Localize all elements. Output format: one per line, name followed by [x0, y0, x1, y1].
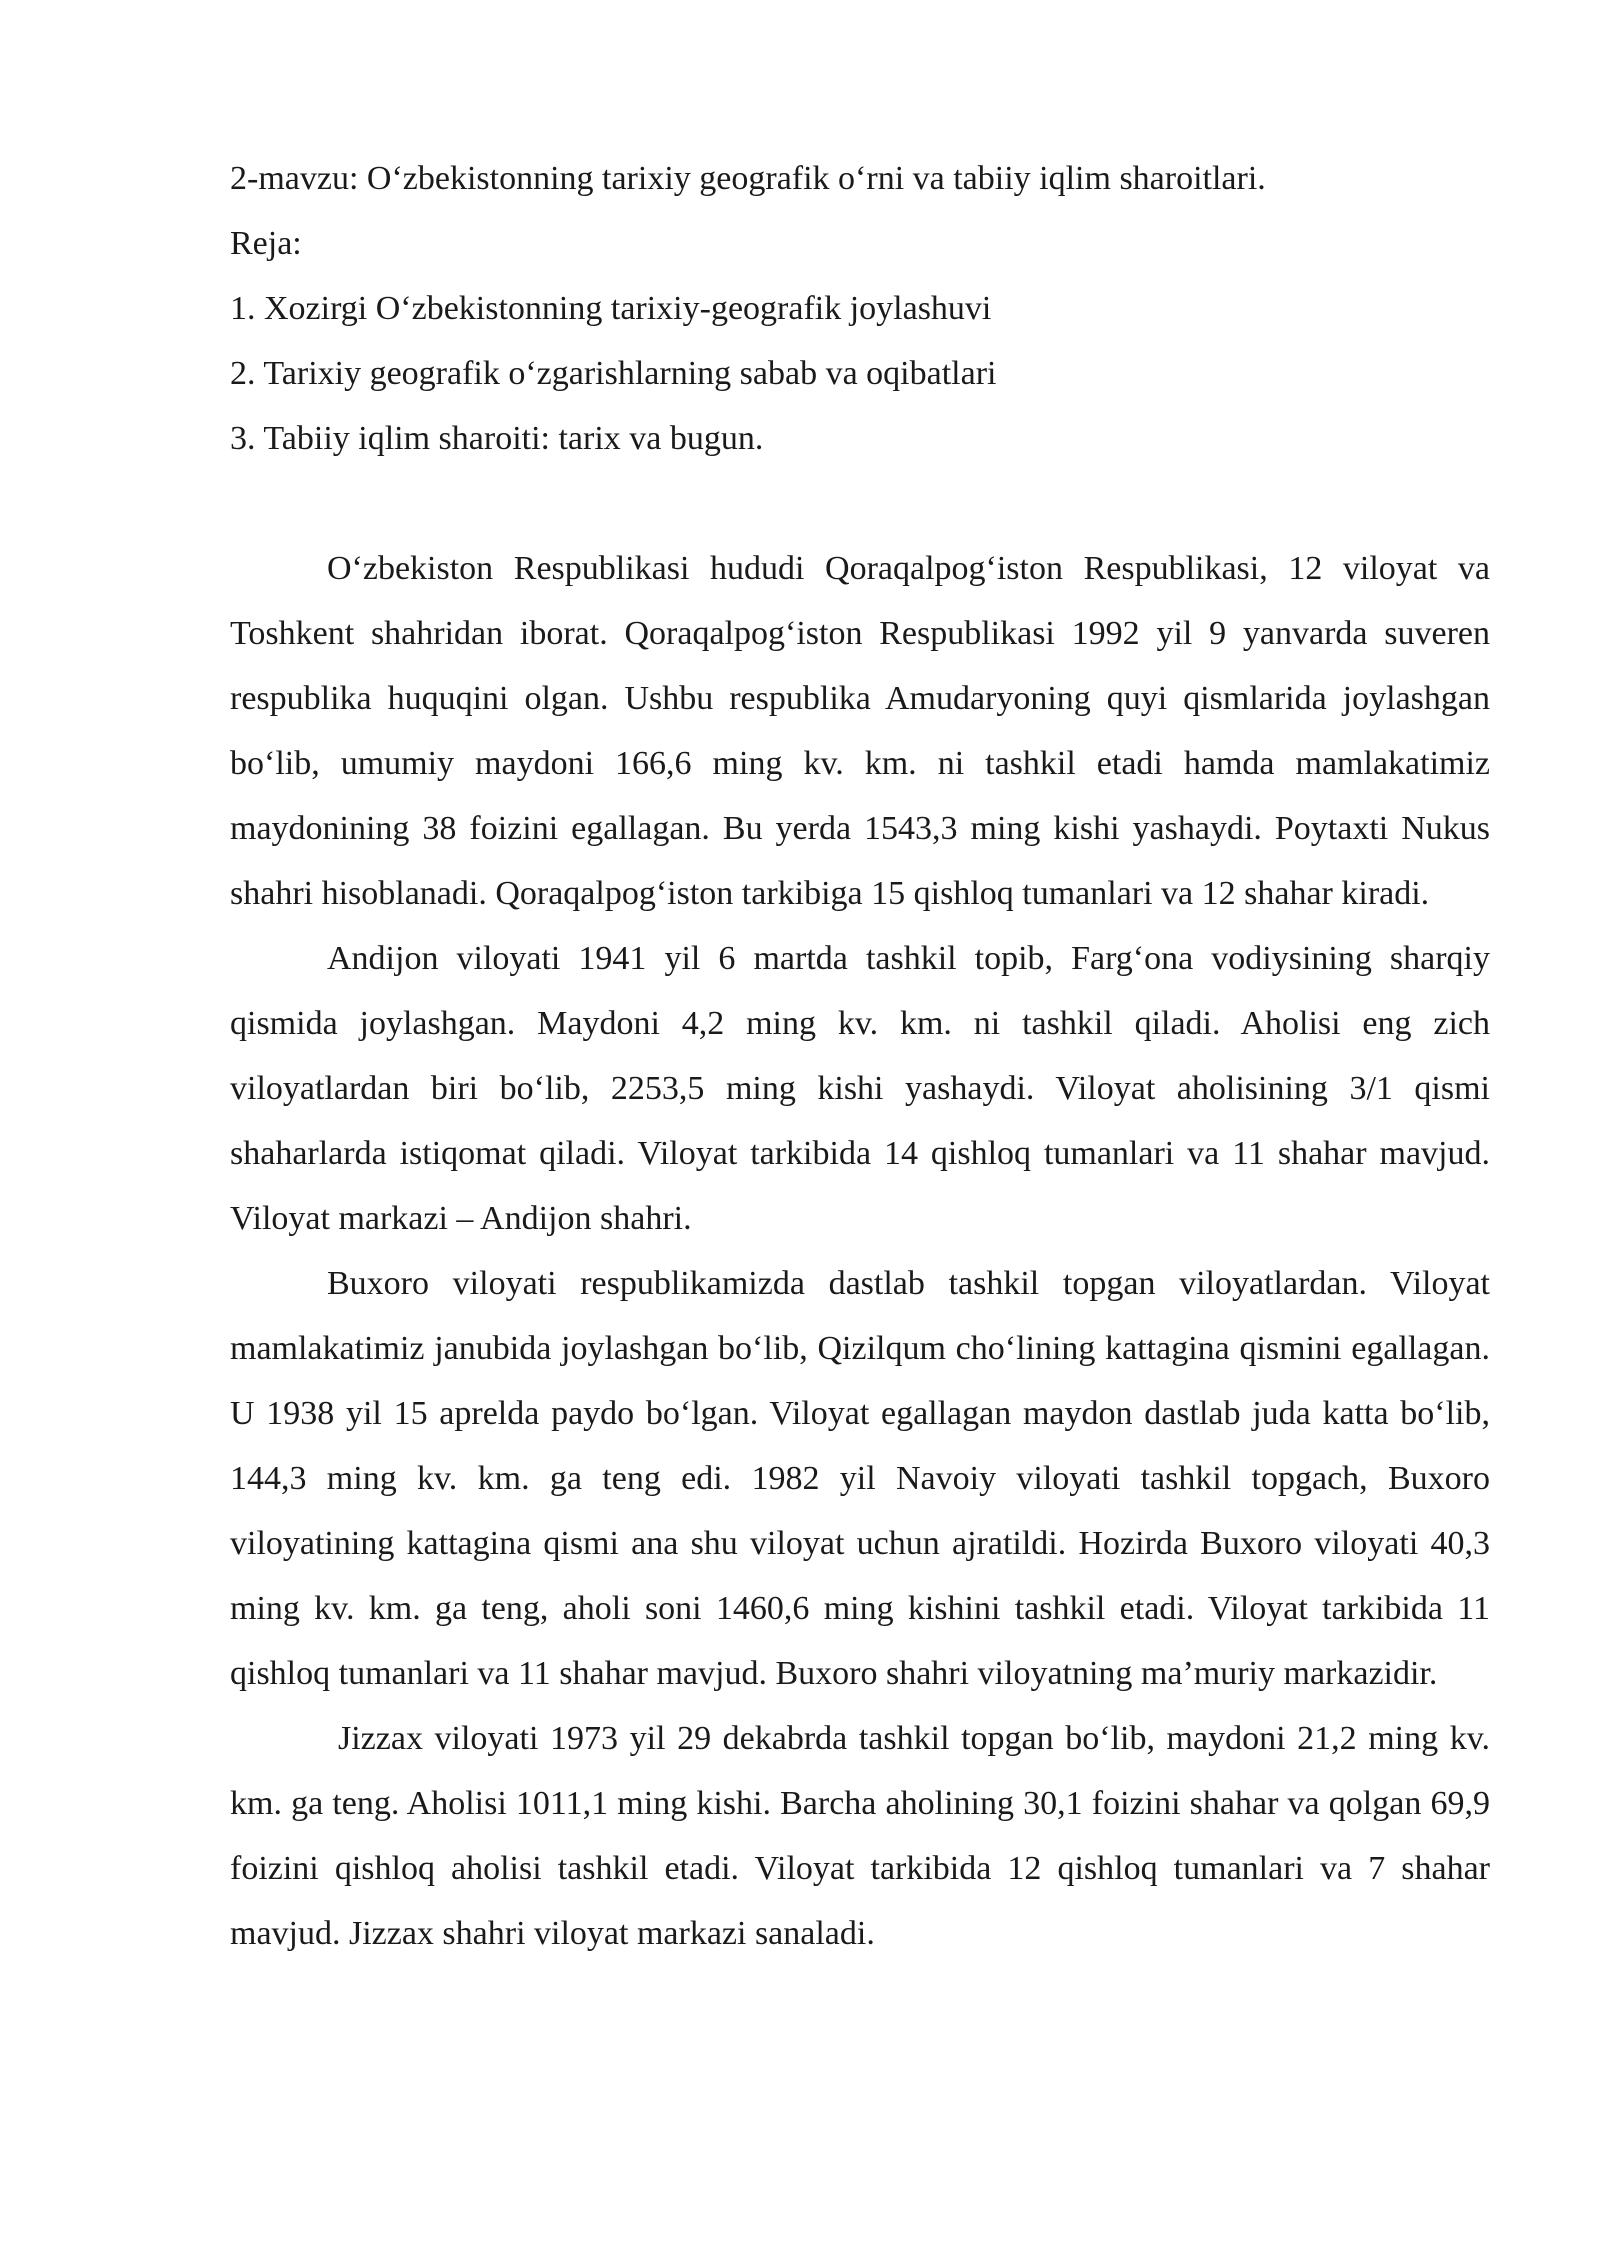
paragraph-andijan: Andijon viloyati 1941 yil 6 martda tashkil topib, Farg‘ona vodiysining sharqiy qismida joylashgan. Maydoni 4,2 ming kv. km. ni tashkil qiladi. Aholisi eng zich viloyatlardan biri bo‘lib, 2253,5 ming kishi yashaydi. Viloyat aholisining 3/1 qismi shaharlarda istiqomat qiladi. Viloyat tarkibida 14 qishloq tumanlari va 11 shahar mavjud. Viloyat markazi – Andijon shahri. — [230, 940, 1490, 1237]
plan-label: Reja: — [230, 225, 302, 262]
plan-item-3: 3. Tabiiy iqlim sharoiti: tarix va bugun. — [230, 420, 764, 457]
paragraph-jizzakh: Jizzax viloyati 1973 yil 29 dekabrda tashkil topgan bo‘lib, maydoni 21,2 ming kv. km. ga teng. Aholisi 1011,1 ming kishi. Barcha aholining 30,1 foizini shahar va qolgan 69,9 foizini qishloq aholisi tashkil etadi. Viloyat tarkibida 12 qishloq tumanlari va 7 shahar mavjud. Jizzax shahri viloyat markazi sanaladi. — [230, 1720, 1490, 1952]
topic-title: 2-mavzu: O‘zbekistonning tarixiy geografik o‘rni va tabiiy iqlim sharoitlari. — [230, 160, 1266, 197]
paragraph-karakalpakstan: O‘zbekiston Respublikasi hududi Qoraqalpog‘iston Respublikasi, 12 viloyat va Toshkent shahridan iborat. Qoraqalpog‘iston Respublikasi 1992 yil 9 yanvarda suveren respublika huquqini olgan. Ushbu respublika Amudaryoning quyi qismlarida joylashgan bo‘lib, umumiy maydoni 166,6 ming kv. km. ni tashkil etadi hamda mamlakatimiz maydonining 38 foizini egallagan. Bu yerda 1543,3 ming kishi yashaydi. Poytaxti Nukus shahri hisoblanadi. Qoraqalpog‘iston tarkibiga 15 qishloq tumanlari va 12 shahar kiradi. — [230, 550, 1490, 912]
plan-item-2: 2. Tarixiy geografik o‘zgarishlarning sabab va oqibatlari — [230, 355, 997, 392]
paragraph-bukhara: Buxoro viloyati respublikamizda dastlab tashkil topgan viloyatlardan. Viloyat mamlakatimiz janubida joylashgan bo‘lib, Qizilqum cho‘lining kattagina qismini egallagan. U 1938 yil 15 aprelda paydo bo‘lgan. Viloyat egallagan maydon dastlab juda katta bo‘lib, 144,3 ming kv. km. ga teng edi. 1982 yil Navoiy viloyati tashkil topgach, Buxoro viloyatining kattagina qismi ana shu viloyat uchun ajratildi. Hozirda Buxoro viloyati 40,3 ming kv. km. ga teng, aholi soni 1460,6 ming kishini tashkil etadi. Viloyat tarkibida 11 qishloq tumanlari va 11 shahar mavjud. Buxoro shahri viloyatning ma’muriy markazidir. — [230, 1265, 1490, 1692]
plan-item-1: 1. Xozirgi O‘zbekistonning tarixiy-geografik joylashuvi — [230, 290, 992, 327]
blank-line — [230, 471, 1490, 536]
document-page — [230, 146, 1490, 1966]
